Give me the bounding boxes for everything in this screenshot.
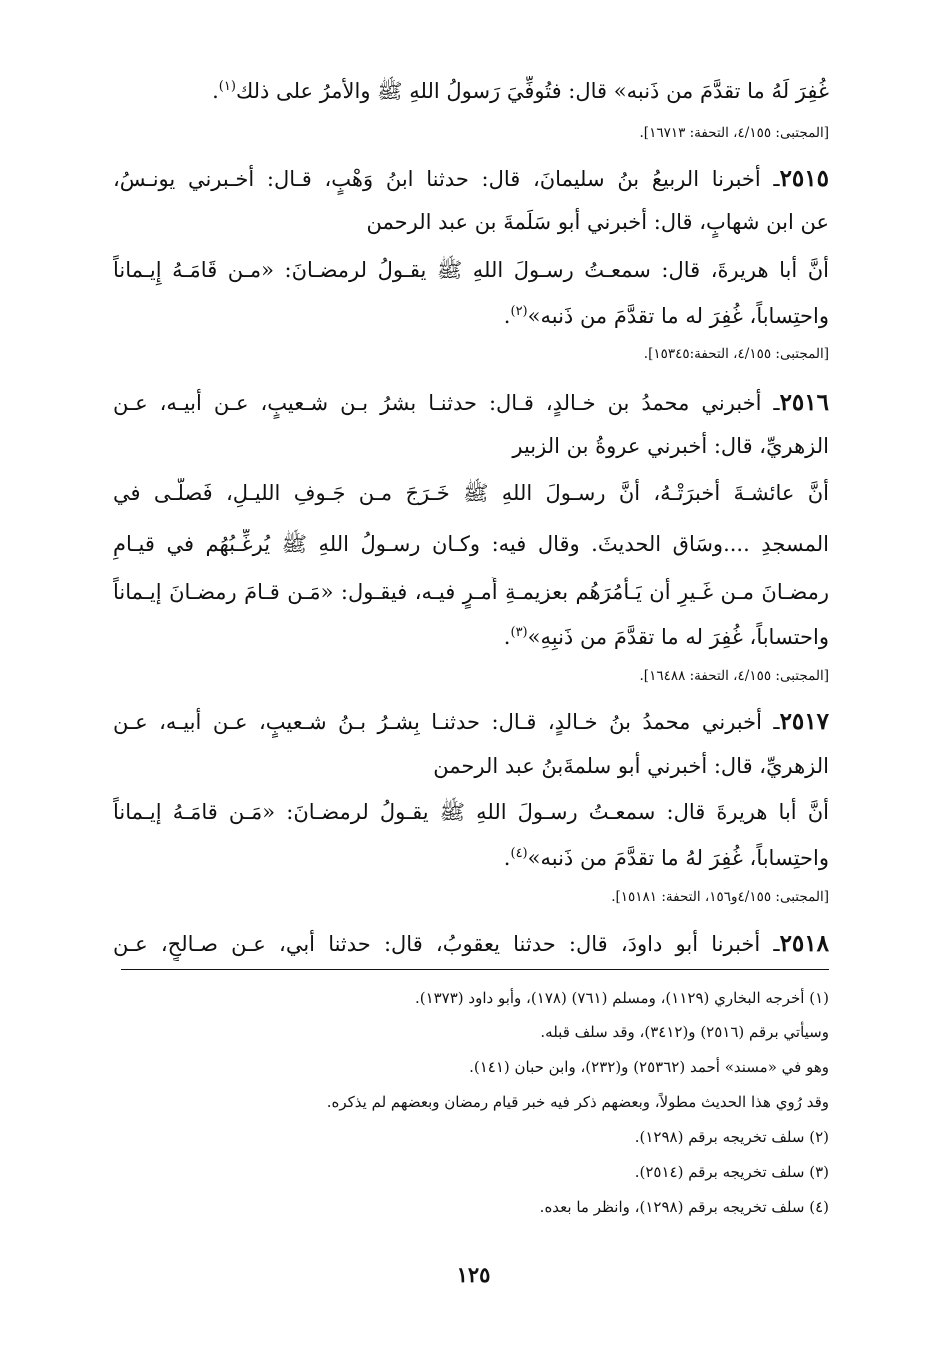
citation-reference: [المجتبى: ٤/١٥٥و١٥٦، التحفة: ١٥١٨١].: [611, 889, 829, 905]
hadith-chain-text: ـ أخبرني محمدُ بن خـالدٍ، قـال: حدثنـا بشرُ بـن شـعيبٍ، عـن أبيـه، عـن: [113, 391, 780, 415]
footnote-line: (١) أخرجه البخاري (١١٢٩)، ومسلم (٧٦١) (١٧٨)، وأبو داود (١٣٧٣).: [414, 989, 829, 1007]
page-number: ١٢٥: [456, 1262, 491, 1287]
hadith-heading-2516: [113, 388, 829, 420]
hadith-chain-text: ـ أخبرنا الربيعُ بنُ سليمانَ، قال: حدثنا ابنُ وَهْبٍ، قـال: أخـبرني يونـسُ،: [113, 167, 780, 191]
citation-reference: [المجتبى: ٤/١٥٥، التحفة: ١٦٧١٣].: [639, 125, 829, 141]
hadith-number: ٢٥١٥: [779, 165, 829, 192]
hadith-number: ٢٥١٦: [779, 389, 829, 416]
footnote-marker: (٢): [510, 304, 528, 319]
hadith-heading-2518: [113, 929, 829, 961]
text-line-end: .: [503, 846, 511, 870]
footnote-marker: (١): [218, 79, 236, 94]
text-line: المسجدِ ....وسَاق الحديثَ. وقال فيه: وكـان رسـولُ اللهِ ﷺ يُرغِّـبُهُم في قيـامِ: [113, 532, 829, 556]
hadith-heading-2517: [113, 707, 829, 739]
text-line: الزهريِّ، قال: أخبرني أبو سلمةَبنُ عبد الرحمن: [433, 754, 829, 778]
footnote-line: (٢) سلف تخريجه برقم (١٢٩٨).: [634, 1128, 829, 1146]
hadith-number: ٢٥١٧: [779, 708, 829, 735]
text-line-main: واحتساباً، غُفِرَ له ما تقدَّمَ من ذَنبِهِ»: [527, 625, 829, 649]
text-line-end: .: [212, 79, 219, 103]
footnote-line: وسيأتي برقم (٢٥١٦) و(٣٤١٢)، وقد سلف قبله.: [540, 1023, 829, 1041]
hadith-chain-text: ـ أخبرني محمدُ بنُ خـالدٍ، قـال: حدثنـا بِشـرُ بـنُ شـعيبٍ، عـن أبيـه، عـن: [113, 710, 780, 734]
footnote-line: وقد رُوي هذا الحديث مطولاً، وبعضهم ذكر فيه خبر قيام رمضان وبعضهم لم يذكره.: [326, 1093, 829, 1111]
text-line: عن ابن شهابٍ، قال: أخبرني أبو سَلَمةَ بن عبد الرحمن: [366, 210, 829, 234]
text-line-end: .: [503, 625, 511, 649]
text-line: الزهريِّ، قال: أخبرني عروةُ بن الزبير: [512, 434, 829, 458]
hadith-heading-2515: [113, 164, 829, 196]
footnote-marker: (٣): [510, 625, 528, 640]
hadith-number: ٢٥١٨: [779, 930, 829, 957]
footnote-divider: [121, 969, 829, 970]
footnote-line: وهو في «مسند» أحمد (٢٥٣٦٢) و(٢٣٢)، وابن حبان (١٤١).: [469, 1058, 829, 1076]
text-line: أنَّ عائشـةَ أخبرَتْـهُ، أنَّ رسـولَ اللهِ ﷺ خَـرَجَ مـن جَـوفِ الليـلِ، فَصلَّـى في: [113, 481, 829, 505]
text-line: [113, 301, 829, 333]
text-line-end: .: [503, 304, 511, 328]
text-line: [113, 76, 829, 108]
text-line: [113, 622, 829, 654]
text-line: أنَّ أبا هريرةَ، قال: سمعـتُ رسـولَ اللهِ ﷺ يقـولُ لرمضـانَ: «مـن قَامَـهُ إِيـماناً: [113, 258, 829, 282]
hadith-chain-text: ـ أخبرنا أبو داودَ، قال: حدثنا يعقوبُ، قال: حدثنا أبي، عـن صـالحٍ، عـن: [113, 932, 780, 956]
footnote-line: (٣) سلف تخريجه برقم (٢٥١٤).: [634, 1163, 829, 1181]
citation-reference: [المجتبى: ٤/١٥٥، التحفة: ١٦٤٨٨].: [639, 668, 829, 684]
footnote-marker: (٤): [510, 846, 528, 861]
text-line-main: غُفِرَ لَهُ ما تقدَّمَ من ذَنبه» قال: فتُوفِّيَ رَسولُ اللهِ ﷺ والأمرُ على ذلك: [235, 79, 829, 103]
footnote-line: (٤) سلف تخريجه برقم (١٢٩٨)، وانظر ما بعده.: [539, 1198, 829, 1216]
text-line: [113, 843, 829, 875]
text-line: أنَّ أبا هريرةَ قال: سمعـتُ رسـولَ اللهِ ﷺ يقـولُ لرمضـانَ: «مَـن قامَـهُ إيـماناً: [113, 800, 829, 824]
text-line-main: واحتِساباً، غُفِرَ لهُ ما تقدَّمَ من ذَنبه»: [527, 846, 829, 870]
citation-reference: [المجتبى: ٤/١٥٥، التحفة:١٥٣٤٥].: [643, 346, 829, 362]
text-line: رمضـانَ مـن غَـيرِ أن يَـأمُرَهُم بعزيمـةِ أَمـرٍ فيـه، فيقـول: «مَـن قـامَ رمضـانَ إيـماناً: [113, 580, 829, 604]
text-line-main: واحتِساباً، غُفِرَ له ما تقدَّمَ من ذَنبه»: [527, 304, 829, 328]
